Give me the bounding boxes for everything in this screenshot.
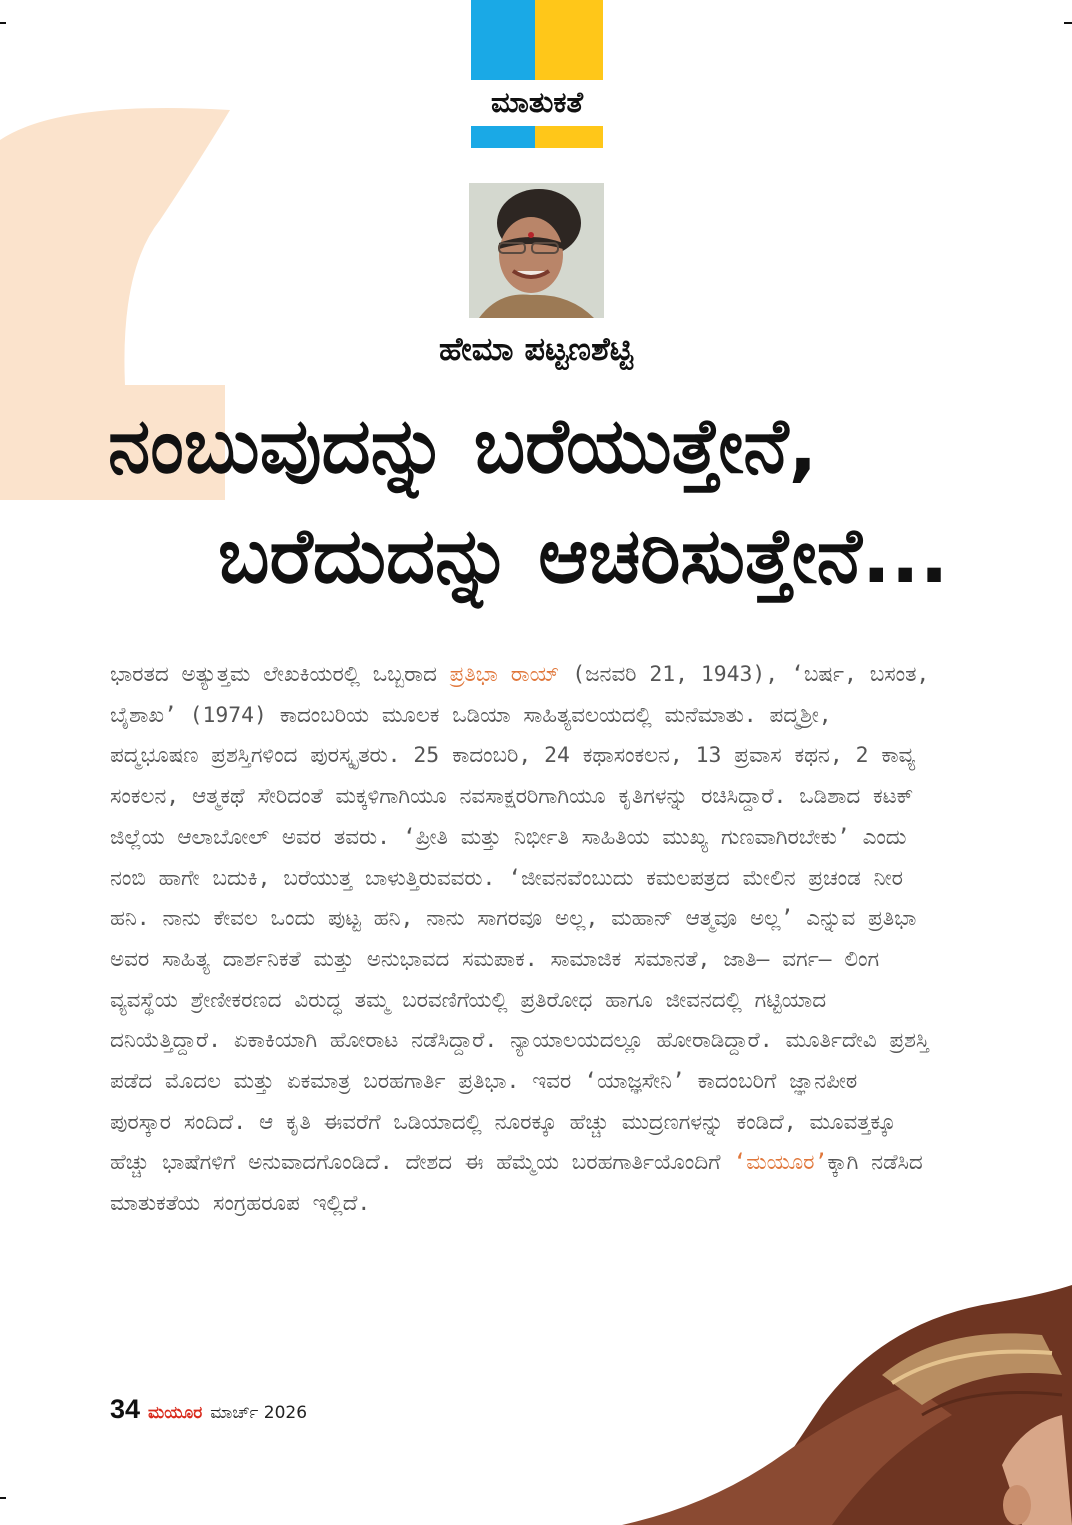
highlight-author-name: ಪ್ರತಿಭಾ ರಾಯ್ xyxy=(449,662,560,687)
logo-yellow-strip xyxy=(535,126,603,148)
crop-mark xyxy=(0,22,6,24)
page-footer xyxy=(110,1394,307,1428)
highlight-magazine-name: ‘ಮಯೂರ’ xyxy=(733,1150,828,1176)
intro-paragraph xyxy=(110,655,930,1225)
author-name: ಹೇಮಾ ಪಟ್ಟಣಶೆಟ್ಟಿ xyxy=(439,330,633,368)
cloth-image xyxy=(622,1265,1072,1525)
intro-text-part-3: ಕ್ಕಾಗಿ ನಡೆಸಿದ ಮಾತುಕತೆಯ ಸಂಗ್ರಹರೂಪ ಇಲ್ಲಿದೆ. xyxy=(110,1150,923,1217)
intro-text-part-2: (ಜನವರಿ 21, 1943), ‘ಬರ್ಷ, ಬಸಂತ, ಬೈಶಾಖ’ (1974) ಕಾದಂಬರಿಯ ಮೂಲಕ ಒಡಿಯಾ ಸಾಹಿತ್ಯವಲಯದಲ್ಲಿ ಮನೆಮಾತು. ಪದ್ಮಶ್ರೀ, ಪದ್ಮಭೂಷಣ ಪ್ರಶಸ್ತಿಗಳಿಂದ ಪುರಸ್ಕೃತರು. 25 ಕಾದಂಬರಿ, 24 ಕಥಾಸಂಕಲನ, 13 ಪ್ರವಾಸ ಕಥನ, 2 ಕಾವ್ಯ ಸಂಕಲನ, ಆತ್ಮಕಥೆ ಸೇರಿದಂತೆ ಮಕ್ಕಳಿಗಾಗಿಯೂ ನವಸಾಕ್ಷರರಿಗಾಗಿಯೂ ಕೃತಿಗಳನ್ನು ರಚಿಸಿದ್ದಾರೆ. ಒಡಿಶಾದ ಕಟಕ್ ಜಿಲ್ಲೆಯ ಆಲಾಬೋಲ್ ಅವರ ತವರು. ‘ಪ್ರೀತಿ ಮತ್ತು ನಿರ್ಭೀತಿ ಸಾಹಿತಿಯ ಮುಖ್ಯ ಗುಣವಾಗಿರಬೇಕು’ ಎಂದು ನಂಬಿ ಹಾಗೇ ಬದುಕಿ, ಬರೆಯುತ್ತ ಬಾಳುತ್ತಿರುವವರು. ‘ಜೀವನವೆಂಬುದು ಕಮಲಪತ್ರದ ಮೇಲಿನ ಪ್ರಚಂಡ ನೀರ ಹನಿ. ನಾನು ಕೇವಲ ಒಂದು ಪುಟ್ಟ ಹನಿ, ನಾನು ಸಾಗರವೂ ಅಲ್ಲ, ಮಹಾನ್ ಆತ್ಮವೂ ಅಲ್ಲ’ ಎನ್ನುವ ಪ್ರತಿಭಾ ಅವರ ಸಾಹಿತ್ಯ ದಾರ್ಶನಿಕತೆ ಮತ್ತು ಅನುಭಾವದ ಸಮಪಾಕ. ಸಾಮಾಜಿಕ ಸಮಾನತೆ, ಜಾತಿ– ವರ್ಗ– ಲಿಂಗ ವ್ಯವಸ್ಥೆಯ ಶ್ರೇಣೀಕರಣದ ವಿರುದ್ಧ ತಮ್ಮ ಬರವಣಿಗೆಯಲ್ಲಿ ಪ್ರತಿರೋಧ ಹಾಗೂ ಜೀವನದಲ್ಲಿ ಗಟ್ಟಿಯಾದ ದನಿಯೆತ್ತಿದ್ದಾರೆ. ಏಕಾಕಿಯಾಗಿ ಹೋರಾಟ ನಡೆಸಿದ್ದಾರೆ. ನ್ಯಾಯಾಲಯದಲ್ಲೂ ಹೋರಾಡಿದ್ದಾರೆ. ಮೂರ್ತಿದೇವಿ ಪ್ರಶಸ್ತಿ ಪಡೆದ ಮೊದಲ ಮತ್ತು ಏಕಮಾತ್ರ ಬರಹಗಾರ್ತಿ ಪ್ರತಿಭಾ. ಇವರ ‘ಯಾಜ್ಞಸೇನಿ’ ಕಾದಂಬರಿಗೆ ಜ್ಞಾನಪೀಠ ಪುರಸ್ಕಾರ ಸಂದಿದೆ. ಆ ಕೃತಿ ಈವರೆಗೆ ಒಡಿಯಾದಲ್ಲಿ ನೂರಕ್ಕೂ ಹೆಚ್ಚು ಮುದ್ರಣಗಳನ್ನು ಕಂಡಿದೆ, ಮೂವತ್ತಕ್ಕೂ ಹೆಚ್ಚು ಭಾಷೆಗಳಿಗೆ ಅನುವಾದಗೊಂಡಿದೆ. ದೇಶದ ಈ ಹೆಮ್ಮೆಯ ಬರಹಗಾರ್ತಿಯೊಂದಿಗೆ xyxy=(110,662,930,1176)
headline-line-1: ನಂಬುವುದನ್ನು ಬರೆಯುತ್ತೇನೆ, xyxy=(108,401,818,490)
crop-mark xyxy=(1064,22,1072,24)
headline-line-2: ಬರೆದುದನ್ನು ಆಚರಿಸುತ್ತೇನೆ... xyxy=(218,511,949,600)
author-photo xyxy=(469,183,604,318)
page-number: 34 xyxy=(110,1394,141,1424)
section-label: ಮಾತುಕತೆ xyxy=(471,80,603,124)
crop-mark xyxy=(0,1497,6,1499)
logo-blue-strip xyxy=(471,126,535,148)
logo-blue-block xyxy=(471,0,535,80)
issue-date: ಮಾರ್ಚ್ 2026 xyxy=(210,1403,308,1423)
logo-yellow-block xyxy=(535,0,603,80)
intro-text-part-1: ಭಾರತದ ಅತ್ಯುತ್ತಮ ಲೇಖಕಿಯರಲ್ಲಿ ಒಬ್ಬರಾದ xyxy=(110,662,450,687)
section-logo xyxy=(471,0,603,150)
magazine-name: ಮಯೂರ xyxy=(148,1403,203,1423)
